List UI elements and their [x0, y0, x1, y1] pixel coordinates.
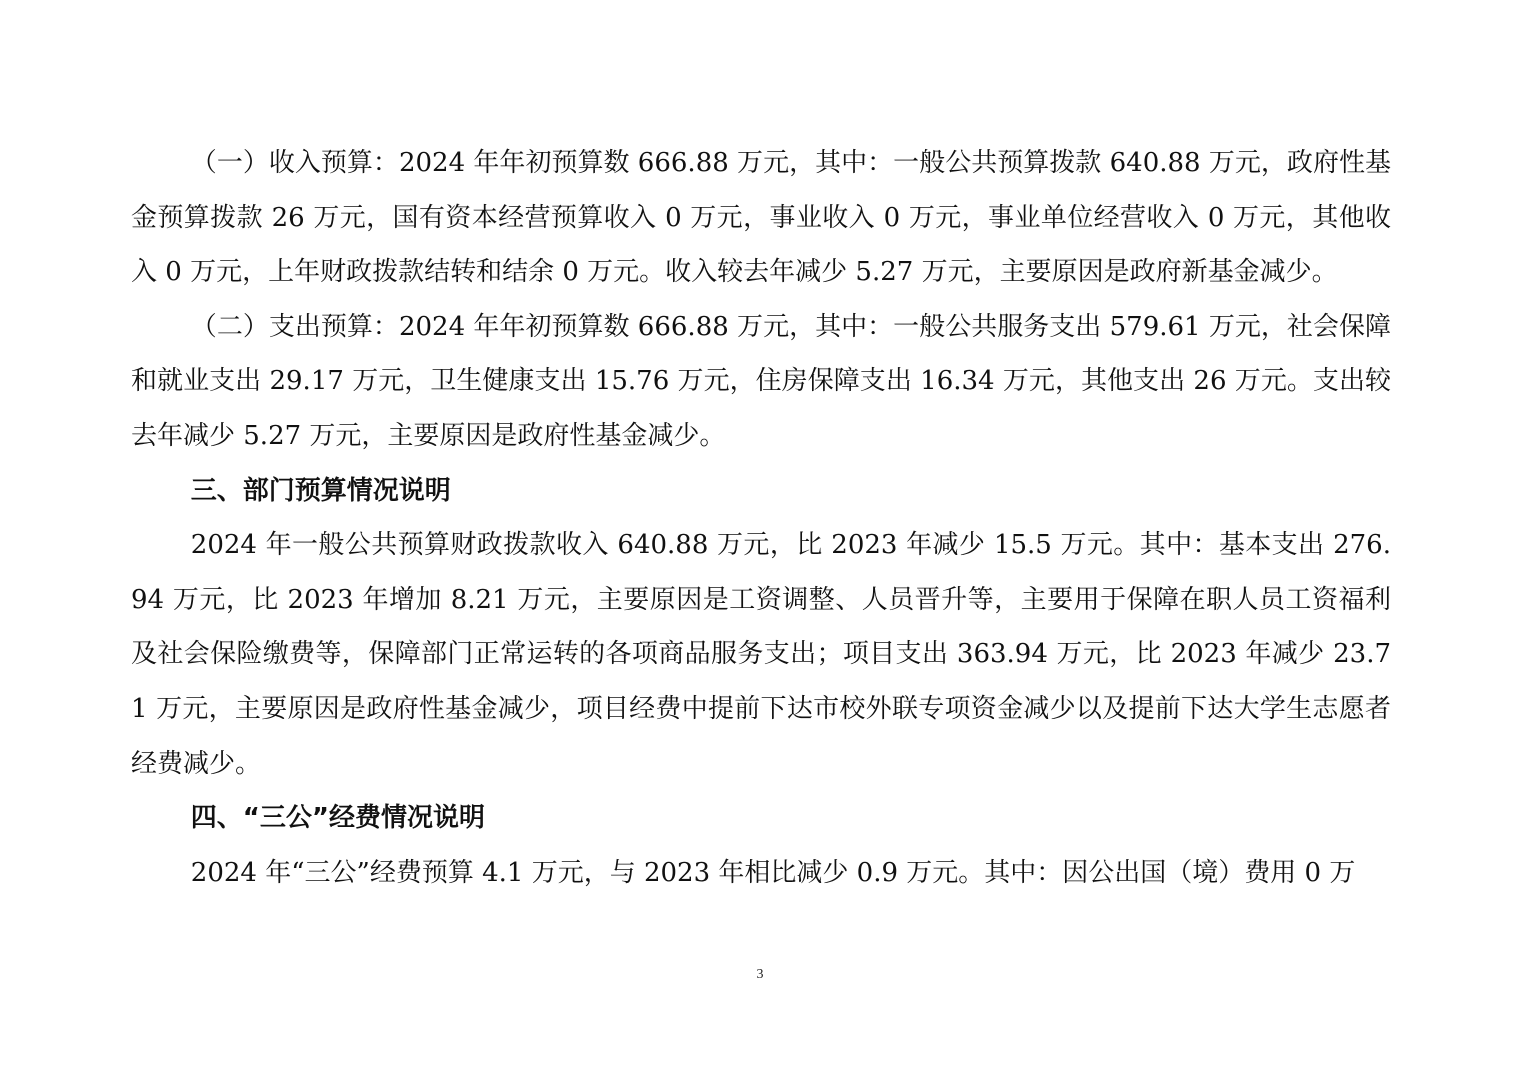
- paragraph-department-budget: 2024 年一般公共预算财政拨款收入 640.88 万元，比 2023 年减少 15.5 万元。其中：基本支出 276.94 万元，比 2023 年增加 8.21 万元，主要原因是工资调整、人员晋升等，主要用于保障在职人员工资福利及社会保险缴费等，保障部门正常运转的各项商品服务支出；项目支出 363.94 万元，比 2023 年减少 23.71 万元，主要原因是政府性基金减少，项目经费中提前下达市校外联专项资金减少以及提前下达大学生志愿者经费减少。: [131, 530, 1391, 779]
- section-heading-department-budget: 三、部门预算情况说明: [190, 475, 451, 506]
- paragraph-expenditure-budget: （二）支出预算：2024 年年初预算数 666.88 万元，其中：一般公共服务支出 579.61 万元，社会保障和就业支出 29.17 万元，卫生健康支出 15.76 万元，住房保障支出 16.34 万元，其他支出 26 万元。支出较去年减少 5.27 万元，主要原因是政府性基金减少。: [131, 311, 1391, 451]
- paragraph-income-budget: （一）收入预算：2024 年年初预算数 666.88 万元，其中：一般公共预算拨款 640.88 万元，政府性基金预算拨款 26 万元，国有资本经营预算收入 0 万元，事业收入 0 万元，事业单位经营收入 0 万元，其他收入 0 万元，上年财政拨款结转和结余 0 万元。收入较去年减少 5.27 万元，主要原因是政府新基金减少。: [131, 148, 1391, 288]
- paragraph-three-public-expenses: 2024 年“三公”经费预算 4.1 万元，与 2023 年相比减少 0.9 万元。其中：因公出国（境）费用 0 万: [190, 857, 1356, 888]
- page-number: 3: [756, 967, 764, 982]
- page-content: [131, 136, 1391, 900]
- section-heading-three-public-expenses: 四、“三公”经费情况说明: [190, 803, 485, 834]
